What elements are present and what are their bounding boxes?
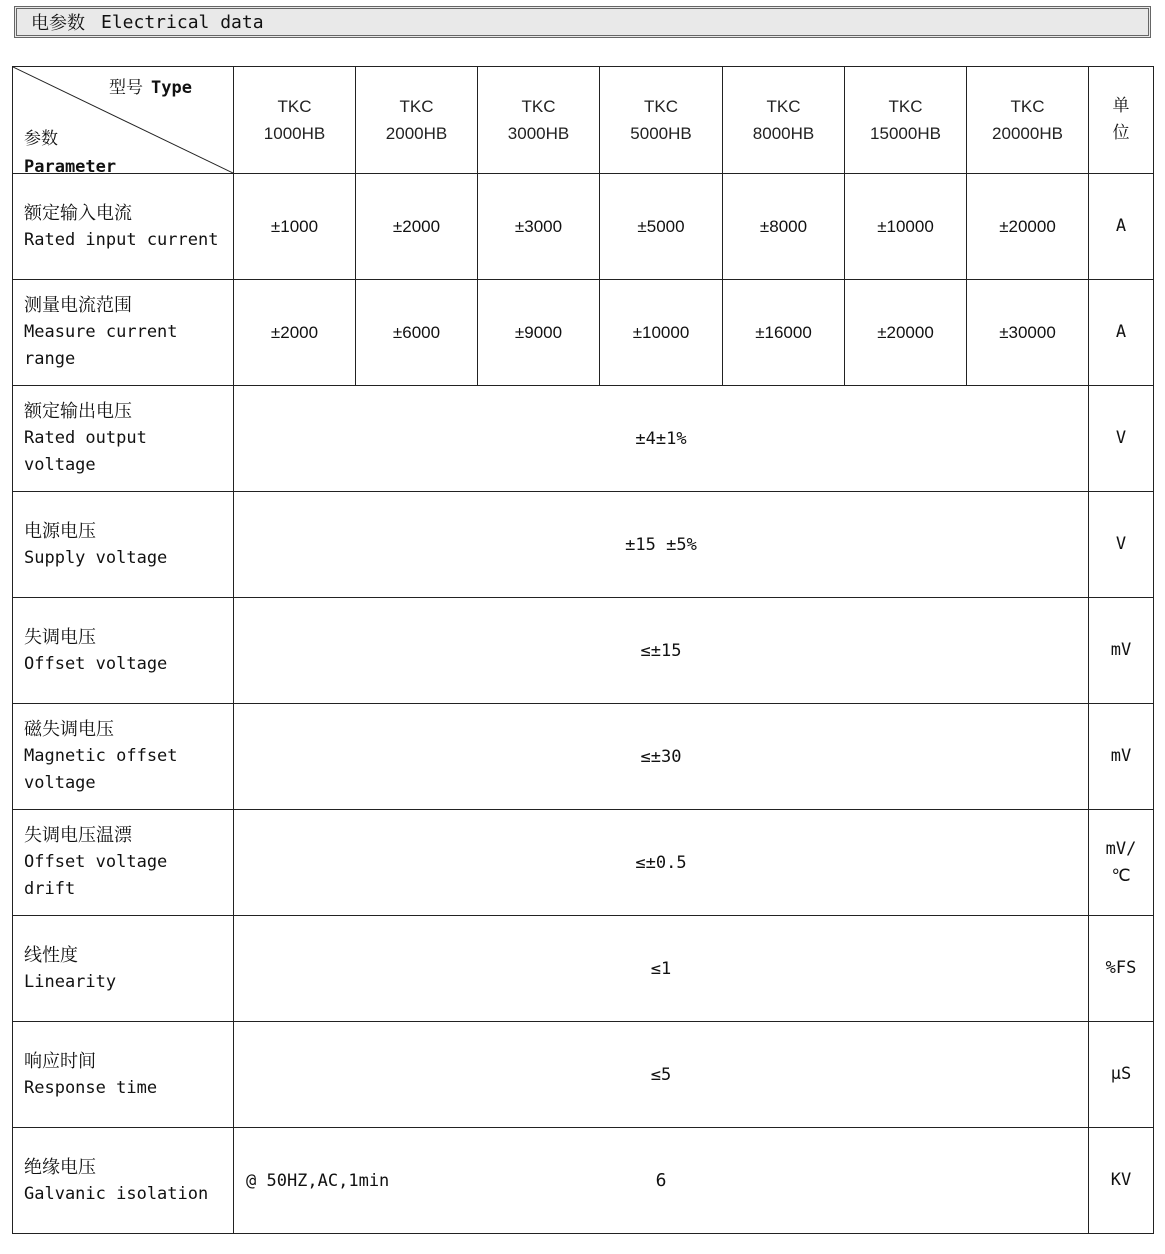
model-header-2000hb: TKC 2000HB bbox=[356, 67, 478, 174]
row-offset-voltage-drift bbox=[13, 810, 1154, 916]
value-cell: ±4±1% bbox=[234, 386, 1089, 492]
param-label-en: Parameter bbox=[24, 157, 117, 177]
param-name-cell: 失调电压 Offset voltage bbox=[13, 598, 234, 704]
unit-cell: mV bbox=[1089, 598, 1154, 704]
value-cell: ±30000 bbox=[967, 280, 1089, 386]
header-corner-cell bbox=[13, 67, 234, 177]
param-name-cell: 响应时间 Response time bbox=[13, 1022, 234, 1128]
unit-cell: μS bbox=[1089, 1022, 1154, 1128]
section-title-en: Electrical data bbox=[101, 11, 264, 33]
value-cell: ±5000 bbox=[600, 174, 723, 280]
isolation-condition: @ 50HZ,AC,1min bbox=[246, 1170, 390, 1191]
model-header-8000hb: TKC 8000HB bbox=[723, 67, 845, 174]
value-cell: ±20000 bbox=[967, 174, 1089, 280]
unit-cell: mV bbox=[1089, 704, 1154, 810]
row-magnetic-offset-voltage bbox=[13, 704, 1154, 810]
value-cell: ±8000 bbox=[723, 174, 845, 280]
header-type-label bbox=[109, 73, 192, 98]
row-response-time bbox=[13, 1022, 1154, 1128]
type-label-en: Type bbox=[151, 78, 192, 98]
unit-cell: KV bbox=[1089, 1128, 1154, 1234]
row-offset-voltage bbox=[13, 598, 1154, 704]
param-name-cell: 额定输出电压 Rated output voltage bbox=[13, 386, 234, 492]
value-cell: ±9000 bbox=[478, 280, 600, 386]
isolation-value: 6 bbox=[655, 1170, 667, 1191]
electrical-data-table bbox=[12, 66, 1154, 1234]
header-parameter-label bbox=[24, 125, 116, 181]
row-supply-voltage bbox=[13, 492, 1154, 598]
unit-cell: V bbox=[1089, 386, 1154, 492]
unit-cell: mV/ ℃ bbox=[1089, 810, 1154, 916]
unit-cell: V bbox=[1089, 492, 1154, 598]
param-name-cell: 电源电压 Supply voltage bbox=[13, 492, 234, 598]
value-cell: ≤5 bbox=[234, 1022, 1089, 1128]
type-label-cn: 型号 bbox=[109, 78, 143, 98]
unit-cell: %FS bbox=[1089, 916, 1154, 1022]
value-cell: ±2000 bbox=[356, 174, 478, 280]
value-cell: ≤±0.5 bbox=[234, 810, 1089, 916]
section-title bbox=[14, 6, 1151, 38]
unit-header: 单 位 bbox=[1089, 67, 1154, 174]
unit-cell: A bbox=[1089, 280, 1154, 386]
row-rated-input-current bbox=[13, 174, 1154, 280]
value-cell: ±20000 bbox=[845, 280, 967, 386]
row-galvanic-isolation bbox=[13, 1128, 1154, 1234]
param-name-cell: 测量电流范围 Measure current range bbox=[13, 280, 234, 386]
unit-cell: A bbox=[1089, 174, 1154, 280]
param-label-cn: 参数 bbox=[24, 129, 58, 149]
param-name-cell: 失调电压温漂 Offset voltage drift bbox=[13, 810, 234, 916]
model-header-15000hb: TKC 15000HB bbox=[845, 67, 967, 174]
value-cell: ±6000 bbox=[356, 280, 478, 386]
model-header-5000hb: TKC 5000HB bbox=[600, 67, 723, 174]
value-cell: ±15 ±5% bbox=[234, 492, 1089, 598]
value-cell: ±1000 bbox=[234, 174, 356, 280]
param-name-cell: 额定输入电流 Rated input current bbox=[13, 174, 234, 280]
param-name-cell: 磁失调电压 Magnetic offset voltage bbox=[13, 704, 234, 810]
header-row bbox=[13, 67, 1154, 174]
value-cell: ±2000 bbox=[234, 280, 356, 386]
model-header-1000hb: TKC 1000HB bbox=[234, 67, 356, 174]
isolation-value-cell bbox=[234, 1128, 1089, 1234]
model-header-3000hb: TKC 3000HB bbox=[478, 67, 600, 174]
row-rated-output-voltage bbox=[13, 386, 1154, 492]
param-name-cell: 线性度 Linearity bbox=[13, 916, 234, 1022]
value-cell: ±3000 bbox=[478, 174, 600, 280]
value-cell: ±16000 bbox=[723, 280, 845, 386]
row-linearity bbox=[13, 916, 1154, 1022]
value-cell: ≤±30 bbox=[234, 704, 1089, 810]
value-cell: ±10000 bbox=[845, 174, 967, 280]
value-cell: ≤1 bbox=[234, 916, 1089, 1022]
param-name-cell: 绝缘电压 Galvanic isolation bbox=[13, 1128, 234, 1234]
model-header-20000hb: TKC 20000HB bbox=[967, 67, 1089, 174]
value-cell: ±10000 bbox=[600, 280, 723, 386]
row-measure-current-range bbox=[13, 280, 1154, 386]
section-title-cn: 电参数 bbox=[31, 13, 85, 34]
value-cell: ≤±15 bbox=[234, 598, 1089, 704]
